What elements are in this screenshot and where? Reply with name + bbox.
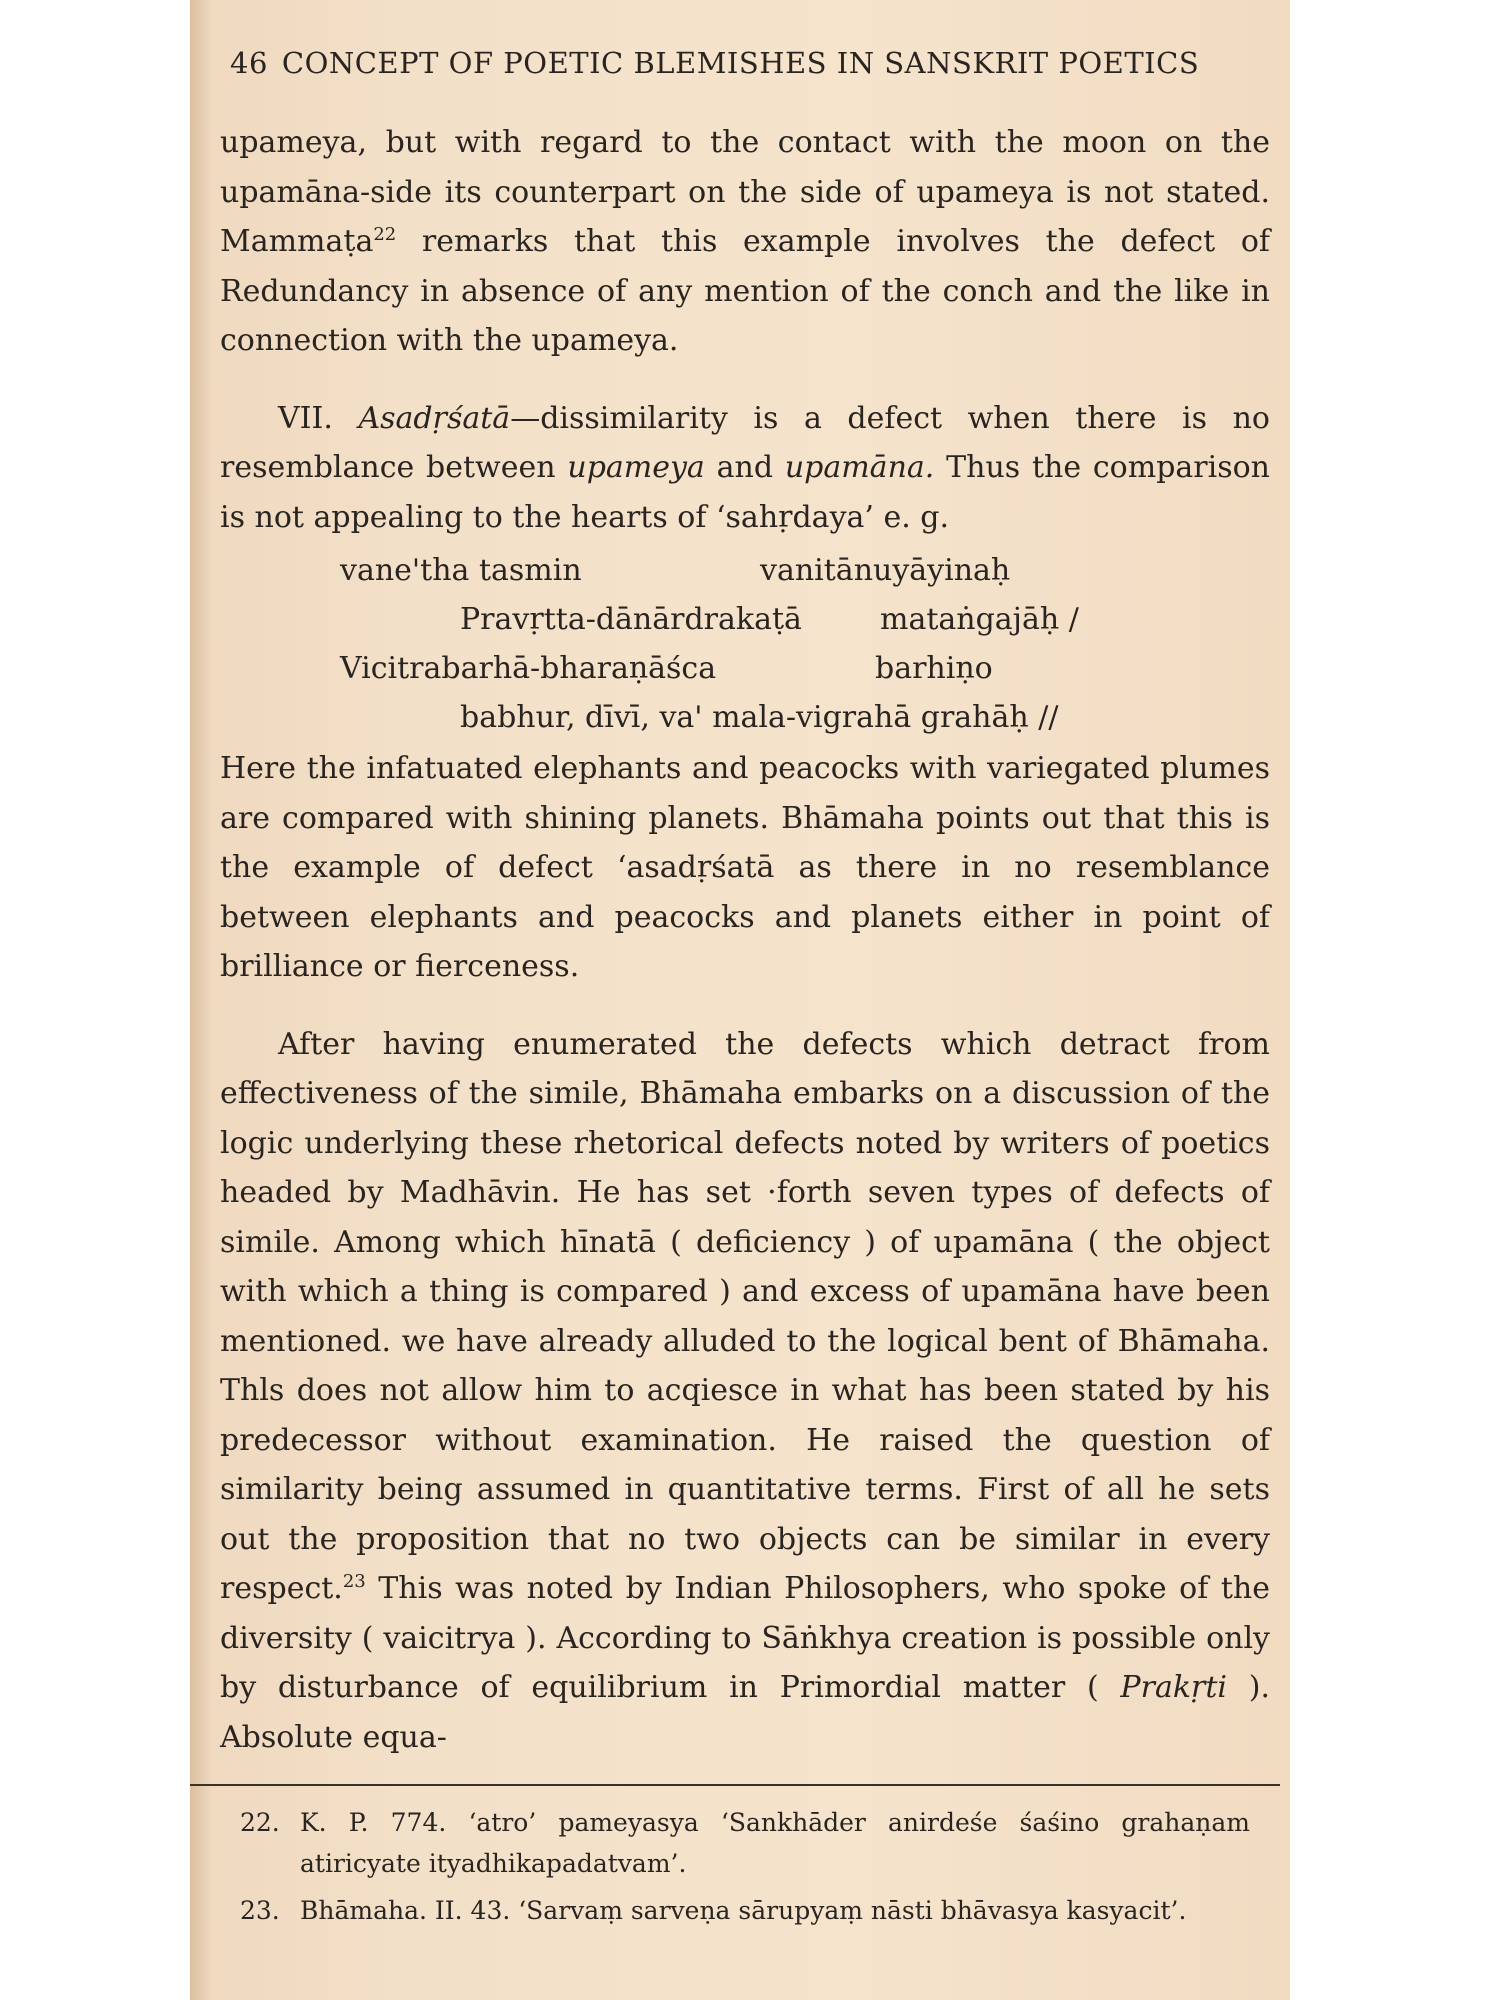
book-page — [190, 0, 1290, 2000]
main-text — [220, 118, 1270, 1762]
footnote-22: 22. K. P. 774. ‘atro’ pameyasya ‘Sankhāder anirdeśe śaśino grahaṇam atiricyate ityadhikapadatvam’. — [240, 1808, 1250, 1878]
term-asadrsata: Asadṛśatā — [358, 400, 511, 436]
verse-block — [220, 546, 1270, 742]
footnote-ref-22: 22 — [373, 224, 397, 245]
footnotes — [240, 1802, 1250, 1937]
verse-line: Pravṛtta-dānārdrakaṭā mataṅgajāḥ / — [460, 602, 1079, 637]
verse-line: vane'tha tasmin vanitānuyāyinaḥ — [340, 553, 1011, 588]
footnote-ref-23: 23 — [342, 1571, 366, 1592]
paragraph-3: Here the infatuated elephants and peacocks with variegated plumes are compared with shining planets. Bhāmaha points out that this is the example of defect ‘asadṛśatā as there in no resemblance between elephants and peacocks and planets either in point of brilliance or fierceness. — [220, 751, 1270, 984]
verse-line: babhur, dīvī, va' mala-vigrahā grahāḥ // — [460, 700, 1059, 735]
page-header — [230, 46, 1270, 80]
paragraph-2: VII. Asadṛśatā—dissimilarity is a defect when there is no resemblance between upameya and upamāna. Thus the comparison is not appealing to the hearts of ‘sahṛdaya’ e. g. — [220, 400, 1270, 535]
paragraph-4: After having enumerated the defects which detract from effectiveness of the simile, Bhāmaha embarks on a discussion of the logic underlying these rhetorical defects noted by writers of poetics headed by Madhāvin. He has set ·forth seven types of defects of simile. Among which hīnatā ( deficiency ) of upamāna ( the object with which a thing is compared ) and excess of upamāna have been mentioned. we have already alluded to the logical bent of Bhāmaha. Thls does not allow him to acqiesce in what has been stated by his predecessor without examination. He raised the question of similarity being assumed in quantitative terms. First of all he sets out the proposition that no two objects can be similar in every respect.$^{23}$ This was noted by Indian Philosophers, who spoke of the diversity ( vaicitrya ). According to Sāṅkhya creation is possible only by disturbance of equilibrium in Primordial matter ( Prakṛti ). Absolute equa- — [220, 1026, 1270, 1755]
footnote-divider — [190, 1784, 1280, 1786]
page-number: 46 — [230, 46, 268, 80]
paragraph-1: upameya, but with regard to the contact with the moon on the upamāna-side its counterpart on the side of upameya is not stated. Mammaṭa$^{22}$ remarks that this example involves the defect of Redundancy in absence of any mention of the conch and the like in connection with the upameya. — [220, 125, 1270, 358]
running-title: CONCEPT OF POETIC BLEMISHES IN SANSKRIT POETICS — [281, 46, 1200, 80]
verse-line: Vicitrabarhā-bharaṇāśca barhiṇo — [340, 651, 993, 686]
footnote-23: 23. Bhāmaha. II. 43. ‘Sarvaṃ sarveṇa sārupyaṃ nāsti bhāvasya kasyacit’. — [240, 1896, 1187, 1925]
